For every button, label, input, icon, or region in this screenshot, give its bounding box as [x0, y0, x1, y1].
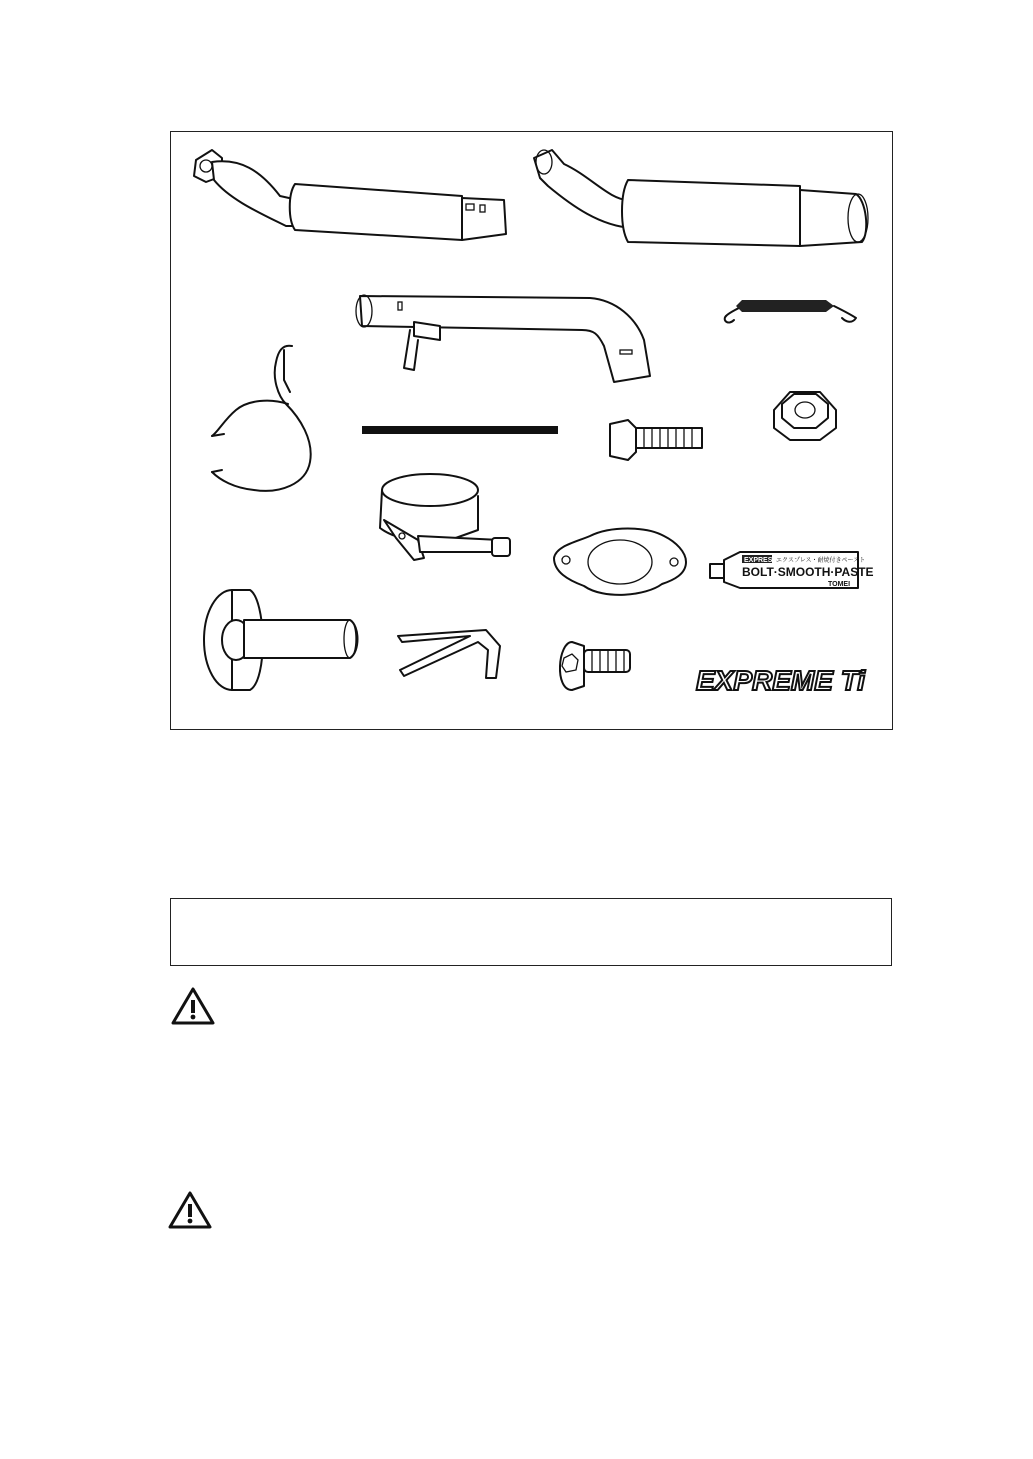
warning-icon [167, 1190, 213, 1230]
front-muffler-pipe [194, 150, 506, 240]
exhaust-gasket [554, 529, 686, 595]
expreme-ti-logo [696, 665, 866, 696]
logo-text: EXPREME Ti [696, 665, 866, 696]
band-clamp [380, 474, 510, 560]
flange-nut [774, 392, 836, 440]
hanger-band [212, 346, 311, 491]
paste-jp-label: エクスプレス・耐焼付きペースト [776, 557, 866, 564]
hex-key [398, 630, 500, 678]
paste-brand: EXPRESS [744, 557, 778, 564]
bolt-smooth-paste-tube [710, 552, 874, 588]
flat-strip [362, 426, 558, 434]
paste-label: BOLT·SMOOTH·PASTE [742, 565, 874, 579]
flange-bolt [610, 420, 702, 460]
rear-muffler [534, 150, 868, 246]
notice-box [170, 898, 892, 966]
button-head-bolt [560, 642, 630, 690]
mid-pipe [356, 295, 650, 382]
paste-maker: TOMEI [828, 581, 851, 588]
hanger-spring [725, 300, 856, 323]
silencer-insert [204, 590, 358, 690]
warning-icon [170, 986, 216, 1026]
